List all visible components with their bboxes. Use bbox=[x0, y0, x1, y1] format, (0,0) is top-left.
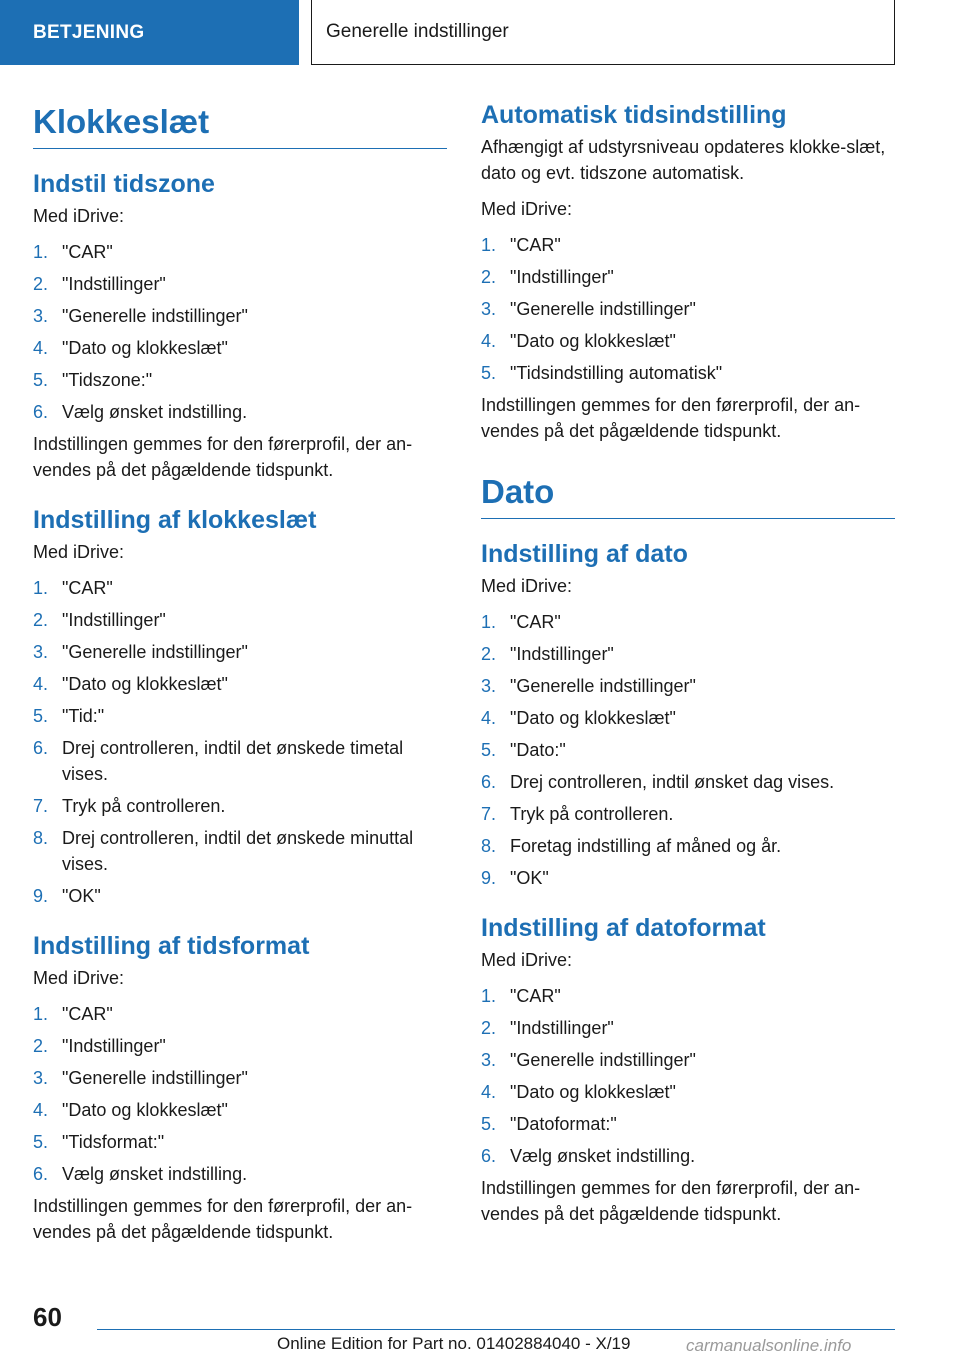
section-intro: Med iDrive: bbox=[481, 950, 573, 970]
step-text: "Dato og klokkeslæt" bbox=[62, 338, 228, 358]
step-number: 6. bbox=[481, 1146, 497, 1166]
list-item bbox=[33, 575, 447, 601]
step-number: 4. bbox=[33, 338, 49, 358]
footer-divider bbox=[97, 1329, 895, 1330]
step-number: 4. bbox=[33, 674, 49, 694]
list-item bbox=[33, 367, 447, 393]
list-item bbox=[33, 335, 447, 361]
section-intro: Med iDrive: bbox=[33, 206, 125, 226]
list-item bbox=[33, 703, 447, 729]
step-text: "Indstillinger" bbox=[62, 274, 166, 294]
list-item bbox=[33, 639, 447, 665]
step-text: "Dato og klokkeslæt" bbox=[62, 674, 228, 694]
step-text: "CAR" bbox=[510, 986, 561, 1006]
step-text: "Dato og klokkeslæt" bbox=[510, 708, 676, 728]
step-number: 5. bbox=[33, 706, 49, 726]
list-item bbox=[481, 1079, 895, 1105]
list-item bbox=[481, 705, 895, 731]
step-number: 3. bbox=[481, 299, 497, 319]
list-item bbox=[33, 399, 447, 425]
step-number: 1. bbox=[481, 235, 497, 255]
step-list bbox=[481, 609, 895, 891]
section-indstilling-af-klokkeslaet bbox=[33, 503, 447, 909]
step-text: "Generelle indstillinger" bbox=[510, 299, 696, 319]
section-outro: Indstillingen gemmes for den førerprofil, der an-vendes på det pågældende tidspunkt. bbox=[481, 395, 861, 441]
list-item bbox=[33, 825, 447, 877]
section-intro: Med iDrive: bbox=[33, 542, 125, 562]
list-item bbox=[33, 793, 447, 819]
section-intro-idrive: Med iDrive: bbox=[481, 199, 573, 219]
section-outro: Indstillingen gemmes for den førerprofil, der an-vendes på det pågældende tidspunkt. bbox=[481, 1178, 861, 1224]
step-number: 5. bbox=[481, 1114, 497, 1134]
step-number: 2. bbox=[33, 1036, 49, 1056]
step-text: "Tid:" bbox=[62, 706, 105, 726]
list-item bbox=[481, 769, 895, 795]
step-number: 5. bbox=[481, 740, 497, 760]
step-text: Vælg ønsket indstilling. bbox=[62, 402, 248, 422]
step-text: Tryk på controlleren. bbox=[510, 804, 674, 824]
section-automatisk-tidsindstilling bbox=[481, 98, 895, 444]
step-number: 6. bbox=[33, 738, 49, 758]
list-item bbox=[481, 833, 895, 859]
chapter-title-klokkeslaet: Klokkeslæt bbox=[33, 100, 447, 149]
step-number: 1. bbox=[33, 578, 49, 598]
list-item bbox=[481, 673, 895, 699]
step-text: "OK" bbox=[62, 886, 101, 906]
step-number: 1. bbox=[33, 1004, 49, 1024]
section-indstilling-af-tidsformat bbox=[33, 929, 447, 1245]
step-text: Drej controlleren, indtil ønsket dag vises. bbox=[510, 772, 835, 792]
step-text: "Tidsindstilling automatisk" bbox=[510, 363, 723, 383]
list-item bbox=[481, 737, 895, 763]
section-heading: Indstilling af dato bbox=[481, 540, 688, 568]
list-item bbox=[481, 1015, 895, 1041]
step-list bbox=[33, 1001, 447, 1187]
step-text: "Dato og klokkeslæt" bbox=[510, 331, 676, 351]
step-text: "Indstillinger" bbox=[62, 1036, 166, 1056]
step-number: 4. bbox=[481, 708, 497, 728]
step-number: 5. bbox=[481, 363, 497, 383]
list-item bbox=[481, 865, 895, 891]
section-intro: Med iDrive: bbox=[481, 576, 573, 596]
section-heading: Automatisk tidsindstilling bbox=[481, 101, 787, 129]
step-text: "Indstillinger" bbox=[62, 610, 166, 630]
step-number: 2. bbox=[481, 1018, 497, 1038]
step-number: 8. bbox=[481, 836, 497, 856]
step-text: Vælg ønsket indstilling. bbox=[62, 1164, 248, 1184]
section-heading: Indstil tidszone bbox=[33, 170, 215, 198]
list-item bbox=[481, 1047, 895, 1073]
step-number: 4. bbox=[481, 331, 497, 351]
step-list bbox=[33, 239, 447, 425]
step-text: Tryk på controlleren. bbox=[62, 796, 226, 816]
step-number: 2. bbox=[33, 274, 49, 294]
section-heading: Indstilling af klokkeslæt bbox=[33, 506, 317, 534]
step-text: "OK" bbox=[510, 868, 549, 888]
section-intro: Afhængigt af udstyrsniveau opdateres klokke-slæt, dato og evt. tidszone automatisk. bbox=[481, 137, 886, 183]
step-number: 3. bbox=[33, 642, 49, 662]
step-number: 4. bbox=[481, 1082, 497, 1102]
step-text: "Dato:" bbox=[510, 740, 566, 760]
page-number: 60 bbox=[33, 1302, 62, 1332]
step-text: "Indstillinger" bbox=[510, 267, 614, 287]
list-item bbox=[33, 1097, 447, 1123]
list-item bbox=[33, 1161, 447, 1187]
step-number: 1. bbox=[33, 242, 49, 262]
step-number: 4. bbox=[33, 1100, 49, 1120]
step-number: 2. bbox=[481, 267, 497, 287]
section-heading: Indstilling af tidsformat bbox=[33, 932, 310, 960]
left-column bbox=[33, 100, 447, 1265]
list-item bbox=[481, 1111, 895, 1137]
header-section-label: BETJENING bbox=[33, 21, 145, 43]
step-number: 2. bbox=[481, 644, 497, 664]
step-list bbox=[481, 983, 895, 1169]
list-item bbox=[481, 641, 895, 667]
header-chapter-box bbox=[311, 0, 895, 65]
list-item bbox=[481, 983, 895, 1009]
step-number: 8. bbox=[33, 828, 49, 848]
list-item bbox=[33, 671, 447, 697]
step-number: 5. bbox=[33, 370, 49, 390]
list-item bbox=[481, 296, 895, 322]
step-text: Vælg ønsket indstilling. bbox=[510, 1146, 696, 1166]
step-number: 6. bbox=[33, 1164, 49, 1184]
list-item bbox=[481, 232, 895, 258]
list-item bbox=[33, 271, 447, 297]
step-text: "CAR" bbox=[510, 612, 561, 632]
list-item bbox=[33, 1033, 447, 1059]
section-outro: Indstillingen gemmes for den førerprofil, der an-vendes på det pågældende tidspunkt. bbox=[33, 434, 413, 480]
list-item bbox=[481, 801, 895, 827]
list-item bbox=[481, 1143, 895, 1169]
step-number: 1. bbox=[481, 986, 497, 1006]
step-text: "CAR" bbox=[62, 1004, 113, 1024]
section-indstilling-af-datoformat bbox=[481, 911, 895, 1227]
step-number: 3. bbox=[33, 306, 49, 326]
step-text: Foretag indstilling af måned og år. bbox=[510, 836, 782, 856]
step-number: 6. bbox=[481, 772, 497, 792]
step-text: "Dato og klokkeslæt" bbox=[62, 1100, 228, 1120]
step-text: "CAR" bbox=[62, 578, 113, 598]
step-number: 7. bbox=[481, 804, 497, 824]
chapter-title-dato: Dato bbox=[481, 470, 895, 519]
step-number: 2. bbox=[33, 610, 49, 630]
step-text: "Generelle indstillinger" bbox=[62, 642, 248, 662]
list-item bbox=[481, 328, 895, 354]
step-text: "Generelle indstillinger" bbox=[62, 1068, 248, 1088]
step-number: 1. bbox=[481, 612, 497, 632]
right-column bbox=[481, 100, 895, 1247]
step-text: "Generelle indstillinger" bbox=[510, 1050, 696, 1070]
step-number: 5. bbox=[33, 1132, 49, 1152]
list-item bbox=[33, 1129, 447, 1155]
step-number: 6. bbox=[33, 402, 49, 422]
step-number: 3. bbox=[481, 1050, 497, 1070]
step-number: 9. bbox=[481, 868, 497, 888]
list-item bbox=[481, 609, 895, 635]
section-indstilling-af-dato bbox=[481, 537, 895, 891]
step-text: "Tidsformat:" bbox=[62, 1132, 165, 1152]
step-number: 3. bbox=[33, 1068, 49, 1088]
step-text: Drej controlleren, indtil det ønskede minuttal vises. bbox=[62, 828, 414, 874]
section-intro: Med iDrive: bbox=[33, 968, 125, 988]
step-text: "Generelle indstillinger" bbox=[510, 676, 696, 696]
section-heading: Indstilling af datoformat bbox=[481, 914, 766, 942]
step-number: 7. bbox=[33, 796, 49, 816]
list-item bbox=[33, 1001, 447, 1027]
step-list bbox=[33, 575, 447, 909]
list-item bbox=[481, 264, 895, 290]
watermark: carmanualsonline.info bbox=[686, 1336, 852, 1355]
step-text: "Generelle indstillinger" bbox=[62, 306, 248, 326]
step-number: 3. bbox=[481, 676, 497, 696]
step-number: 9. bbox=[33, 886, 49, 906]
step-text: "Indstillinger" bbox=[510, 1018, 614, 1038]
step-text: Drej controlleren, indtil det ønskede timetal vises. bbox=[62, 738, 404, 784]
footer-edition: Online Edition for Part no. 01402884040 - X/19 bbox=[277, 1334, 631, 1353]
list-item bbox=[33, 883, 447, 909]
step-text: "Datoformat:" bbox=[510, 1114, 617, 1134]
step-text: "Dato og klokkeslæt" bbox=[510, 1082, 676, 1102]
step-text: "Indstillinger" bbox=[510, 644, 614, 664]
list-item bbox=[33, 1065, 447, 1091]
header-chapter-label: Generelle indstillinger bbox=[326, 21, 509, 42]
section-outro: Indstillingen gemmes for den førerprofil, der an-vendes på det pågældende tidspunkt. bbox=[33, 1196, 413, 1242]
step-list bbox=[481, 232, 895, 386]
section-indstil-tidszone bbox=[33, 167, 447, 483]
step-text: "CAR" bbox=[62, 242, 113, 262]
step-text: "CAR" bbox=[510, 235, 561, 255]
list-item bbox=[33, 239, 447, 265]
list-item bbox=[481, 360, 895, 386]
list-item bbox=[33, 303, 447, 329]
header-section-tab bbox=[0, 0, 299, 65]
step-text: "Tidszone:" bbox=[62, 370, 153, 390]
list-item bbox=[33, 735, 447, 787]
list-item bbox=[33, 607, 447, 633]
